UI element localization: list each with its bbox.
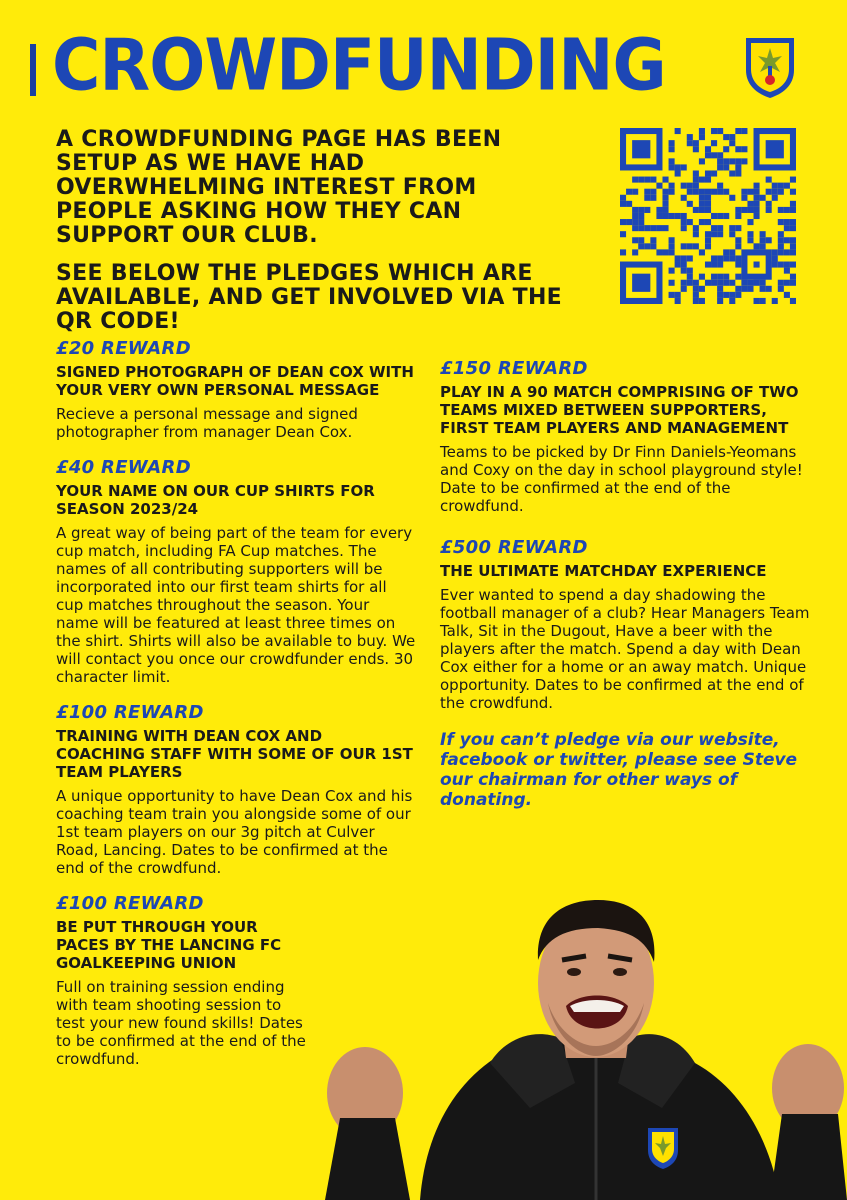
qr-code[interactable] bbox=[620, 128, 796, 304]
reward-price: £500 REWARD bbox=[440, 537, 588, 558]
reward-description: Full on training session ending with team shooting session to test your new found skills! Dates to be confirmed at the end of the crowdfund. bbox=[56, 978, 306, 1068]
reward-price: £150 REWARD bbox=[440, 358, 588, 379]
reward-price: £20 REWARD bbox=[56, 338, 191, 359]
reward-description: A great way of being part of the team for every cup match, including FA Cup matches. The names of all contributing supporters will be incorporated into our first team shirts for all cup matches throughout the season. Your name will be featured at least three times on the shirt. Shirts will also be available to buy. We will contact you once our crowdfunder ends. 30 character limit. bbox=[56, 524, 416, 686]
manager-photo bbox=[300, 888, 847, 1200]
reward-title: TRAINING WITH DEAN COX AND COACHING STAFF WITH SOME OF OUR 1ST TEAM PLAYERS bbox=[56, 727, 413, 781]
reward-title: YOUR NAME ON OUR CUP SHIRTS FOR SEASON 2023/24 bbox=[56, 482, 375, 518]
reward-price: £40 REWARD bbox=[56, 457, 191, 478]
intro-paragraph-2: SEE BELOW THE PLEDGES WHICH ARE AVAILABLE, AND GET INVOLVED VIA THE QR CODE! bbox=[56, 261, 563, 334]
title-accent-bar bbox=[30, 44, 36, 96]
reward-description: Teams to be picked by Dr Finn Daniels-Yeomans and Coxy on the day in school playground style! Date to be confirmed at the end of the crowdfund. bbox=[440, 443, 803, 515]
reward-price: £100 REWARD bbox=[56, 893, 204, 914]
reward-card bbox=[56, 457, 416, 686]
reward-title: SIGNED PHOTOGRAPH OF DEAN COX WITH YOUR VERY OWN PERSONAL MESSAGE bbox=[56, 363, 414, 399]
donation-footnote: If you can’t pledge via our website, facebook or twitter, please see Steve our chairman for other ways of donating. bbox=[440, 730, 798, 810]
page-title: CROWDFUNDING bbox=[52, 23, 666, 107]
reward-description: A unique opportunity to have Dean Cox and his coaching team train you alongside some of our 1st team players on our 3g pitch at Culver Road, Lancing. Dates to be confirmed at the end of the crowdfund. bbox=[56, 787, 413, 877]
club-crest-icon bbox=[742, 36, 798, 100]
reward-card bbox=[440, 358, 810, 515]
reward-price: £100 REWARD bbox=[56, 702, 204, 723]
reward-title: PLAY IN A 90 MATCH COMPRISING OF TWO TEAMS MIXED BETWEEN SUPPORTERS, FIRST TEAM PLAYERS AND MANAGEMENT bbox=[440, 383, 799, 437]
reward-card bbox=[440, 537, 810, 712]
rewards-right-column bbox=[440, 358, 810, 810]
reward-card bbox=[56, 702, 416, 877]
intro-paragraph-1: A CROWDFUNDING PAGE HAS BEEN SETUP AS WE HAVE HAD OVERWHELMING INTEREST FROM PEOPLE ASKING HOW THEY CAN SUPPORT OUR CLUB. bbox=[56, 127, 502, 248]
reward-card bbox=[56, 893, 306, 1068]
reward-title: THE ULTIMATE MATCHDAY EXPERIENCE bbox=[440, 562, 767, 580]
reward-title: BE PUT THROUGH YOUR PACES BY THE LANCING FC GOALKEEPING UNION bbox=[56, 918, 282, 972]
intro-text bbox=[56, 128, 576, 334]
reward-description: Ever wanted to spend a day shadowing the football manager of a club? Hear Managers Team Talk, Sit in the Dugout, Have a beer with the players after the match. Spend a day with Dean Cox either for a home or an away match. Unique opportunity. Dates to be confirmed at the end of the crowdfund. bbox=[440, 586, 810, 712]
reward-description: Recieve a personal message and signed photographer from manager Dean Cox. bbox=[56, 405, 358, 441]
reward-card bbox=[56, 338, 416, 441]
